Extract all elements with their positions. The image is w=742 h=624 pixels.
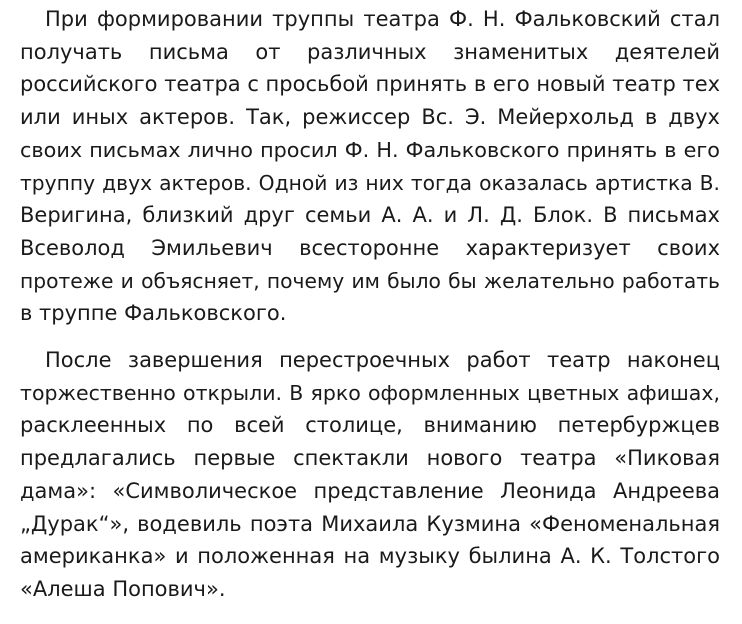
text-line: торжественно открыли. В ярко оформленных цветных афишах, [20, 380, 720, 405]
text-line: дама»: «Символическое представление Леонида Андреева [20, 478, 720, 503]
paragraph-2 [20, 344, 720, 606]
paragraph-1 [20, 3, 720, 330]
text-line: труппу двух актеров. Одной из них тогда оказалась артистка В. [20, 170, 720, 195]
text-line: своих письмах лично просил Ф. Н. Фальковского принять в его [20, 137, 720, 162]
text-line: американка» и положенная на музыку былина А. К. Толстого [20, 544, 720, 569]
text-line: российского театра с просьбой принять в его новый театр тех [20, 72, 721, 97]
text-line: в труппе Фальковского. [20, 301, 287, 326]
text-line: «Алеша Попович». [20, 576, 226, 601]
text-line: Всеволод Эмильевич всесторонне характеризует своих [20, 235, 720, 260]
text-line: или иных актеров. Так, режиссер Вс. Э. Мейерхольд в двух [20, 105, 720, 130]
text-line: Веригина, близкий друг семьи А. А. и Л. Д. Блок. В письмах [20, 203, 720, 228]
text-line: При формировании труппы театра Ф. Н. Фальковский стал [45, 7, 720, 31]
text-line: „Дурак“», водевиль поэта Михаила Кузмина «Феноменальная [20, 511, 720, 536]
text-line: расклеенных по всей столице, вниманию петербуржцев [20, 413, 720, 438]
text-line: протеже и объясняет, почему им было бы желательно работать [20, 268, 720, 293]
text-line: После завершения перестроечных работ театр наконец [45, 348, 720, 372]
text-line: получать письма от различных знаменитых деятелей [20, 39, 720, 64]
text-line: предлагались первые спектакли нового театра «Пиковая [20, 446, 720, 471]
